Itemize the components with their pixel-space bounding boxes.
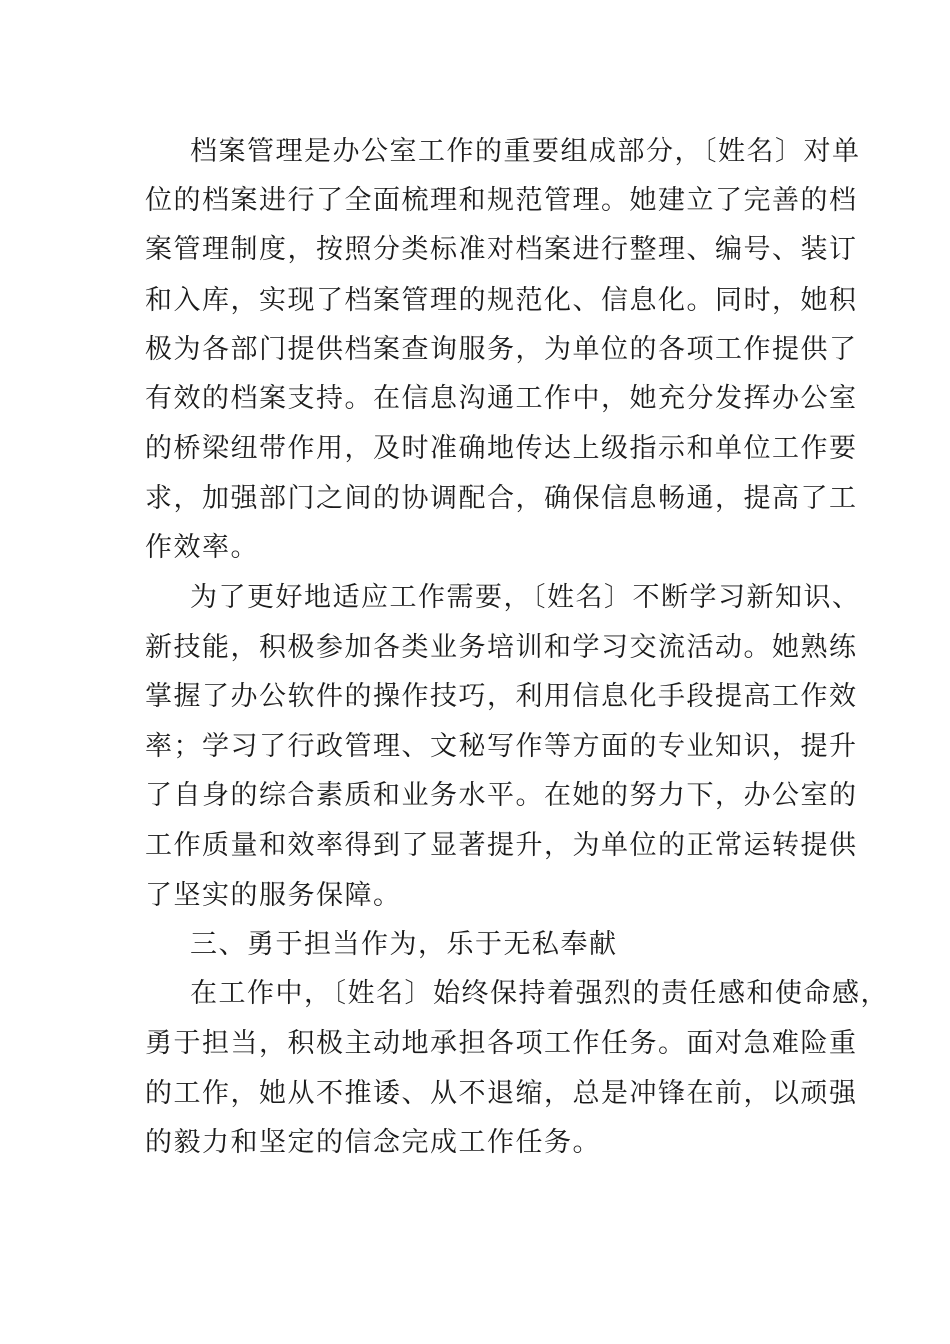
paragraph-learning-line: 率；学习了行政管理、文秘写作等方面的专业知识，提升	[145, 731, 858, 762]
paragraph-learning-line: 了坚实的服务保障。	[145, 880, 402, 911]
paragraph-learning-line: 掌握了办公软件的操作技巧，利用信息化手段提高工作效	[145, 681, 858, 712]
paragraph-learning-line: 新技能，积极参加各类业务培训和学习交流活动。她熟练	[145, 632, 858, 663]
paragraph-archives-line: 位的档案进行了全面梳理和规范管理。她建立了完善的档	[145, 185, 858, 216]
paragraph-archives-line: 作效率。	[145, 532, 259, 563]
paragraph-archives-line: 求，加强部门之间的协调配合，确保信息畅通，提高了工	[145, 483, 858, 514]
paragraph-responsibility-line: 的工作，她从不推诿、从不退缩，总是冲锋在前，以顽强	[145, 1078, 858, 1109]
paragraph-responsibility-line: 在工作中，〔姓名〕始终保持着强烈的责任感和使命感，	[190, 978, 889, 1009]
paragraph-learning-line: 为了更好地适应工作需要，〔姓名〕不断学习新知识、	[190, 582, 861, 613]
section-heading: 三、勇于担当作为，乐于无私奉献	[190, 929, 618, 960]
paragraph-archives-line: 档案管理是办公室工作的重要组成部分，〔姓名〕对单	[190, 136, 861, 167]
paragraph-responsibility-line: 勇于担当，积极主动地承担各项工作任务。面对急难险重	[145, 1028, 858, 1059]
paragraph-archives-line: 和入库，实现了档案管理的规范化、信息化。同时，她积	[145, 285, 858, 316]
paragraph-archives-line: 有效的档案支持。在信息沟通工作中，她充分发挥办公室	[145, 383, 858, 414]
paragraph-archives-line: 极为各部门提供档案查询服务，为单位的各项工作提供了	[145, 334, 858, 365]
paragraph-learning-line: 工作质量和效率得到了显著提升，为单位的正常运转提供	[145, 830, 858, 861]
paragraph-learning-line: 了自身的综合素质和业务水平。在她的努力下，办公室的	[145, 780, 858, 811]
paragraph-archives-line: 案管理制度，按照分类标准对档案进行整理、编号、装订	[145, 234, 858, 265]
paragraph-responsibility-line: 的毅力和坚定的信念完成工作任务。	[145, 1127, 601, 1158]
paragraph-archives-line: 的桥梁纽带作用，及时准确地传达上级指示和单位工作要	[145, 433, 858, 464]
